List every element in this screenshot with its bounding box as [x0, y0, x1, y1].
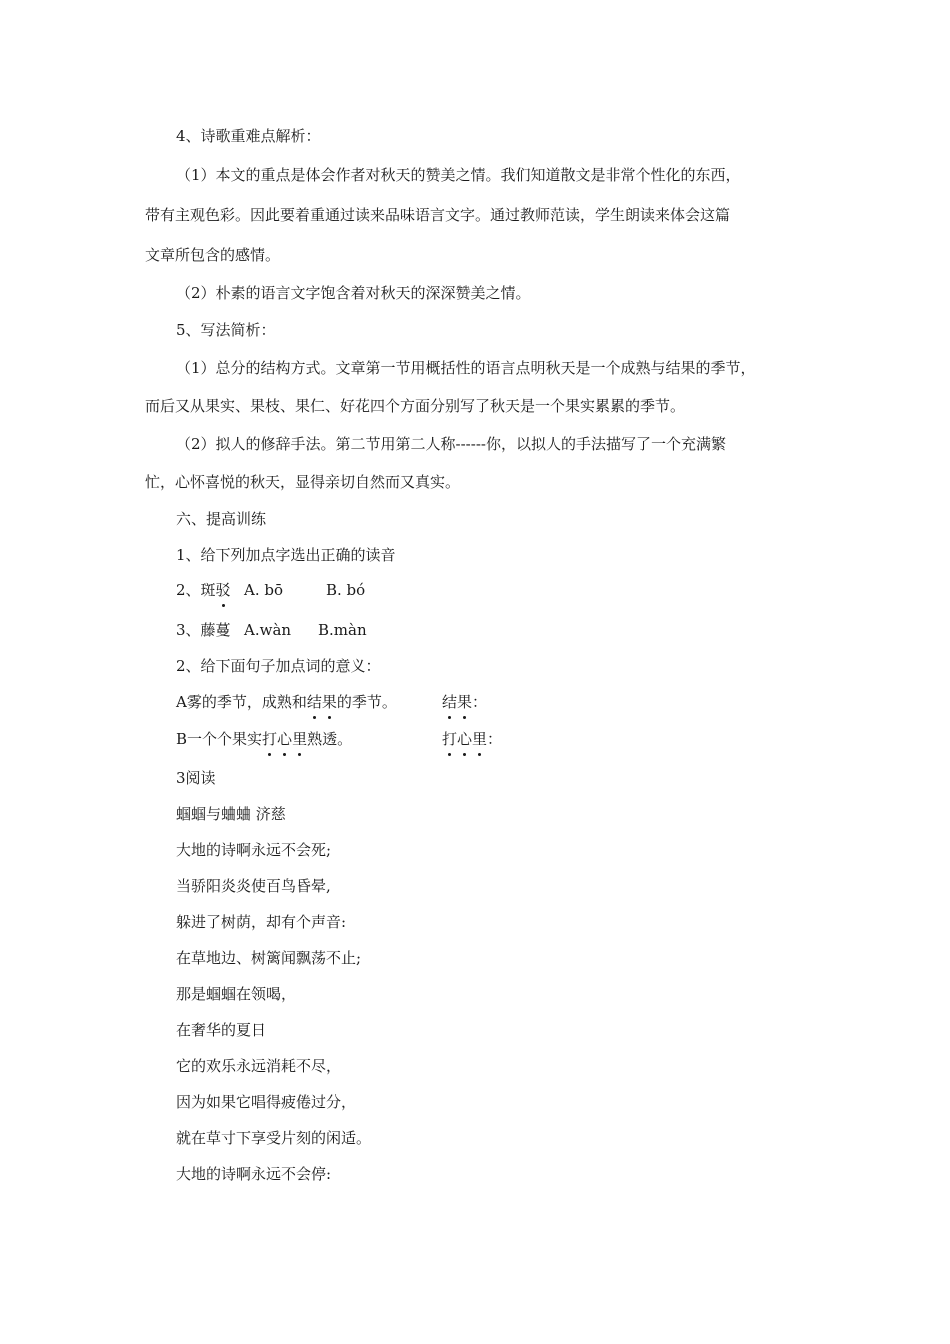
- dotted-char: 心: [457, 730, 473, 748]
- paragraph-line: （1）本文的重点是体会作者对秋天的赞美之情。我们知道散文是非常个性化的东西，: [176, 166, 741, 184]
- dotted-char: 心: [277, 730, 293, 748]
- paragraph-line: 而后又从果实、果枝、果仁、好花四个方面分别写了秋天是一个果实累累的季节。: [145, 397, 686, 415]
- option-b: B. bó: [326, 581, 366, 599]
- poem-line: 当骄阳炎炎使百鸟昏晕,: [176, 877, 331, 895]
- dotted-char: 结: [306, 693, 322, 711]
- question-1-item-2: 3、藤蔓: [176, 621, 231, 639]
- poem-title: 蝈蝈与蛐蛐 济慈: [176, 805, 286, 823]
- answer-b: 打心里：: [442, 730, 503, 748]
- dotted-char: 结: [442, 693, 458, 711]
- dotted-char: 打: [262, 730, 278, 748]
- section-heading-5: 5、写法简析：: [176, 321, 276, 339]
- poem-line: 就在草寸下享受片刻的闲适。: [176, 1129, 372, 1147]
- poem-line: 大地的诗啊永远不会死;: [176, 841, 332, 859]
- poem-line: 在草地边、树篱闻飘荡不止;: [176, 949, 362, 967]
- paragraph-line: 带有主观色彩。因此要着重通过读来品味语言文字。通过教师范读，学生朗读来体会这篇: [145, 206, 731, 224]
- question-2: 2、给下面句子加点词的意义：: [176, 657, 381, 675]
- paragraph-line: 文章所包含的感情。: [145, 246, 281, 264]
- question-3: 3阅读: [176, 769, 216, 787]
- poem-line: 它的欢乐永远消耗不尽，: [176, 1057, 342, 1075]
- poem-line: 大地的诗啊永远不会停:: [176, 1165, 332, 1183]
- section-heading-6: 六、提高训练: [176, 510, 267, 528]
- question-1-item-1: 2、斑驳: [176, 581, 231, 599]
- poem-line: 因为如果它唱得疲倦过分，: [176, 1093, 357, 1111]
- question-1: 1、给下列加点字选出正确的读音: [176, 546, 396, 564]
- paragraph-line: （2）朴素的语言文字饱含着对秋天的深深赞美之情。: [176, 284, 531, 302]
- plain-char: 蔓: [215, 621, 231, 639]
- paragraph-line: （1）总分的结构方式。文章第一节用概括性的语言点明秋天是一个成熟与结果的季节，: [176, 359, 756, 377]
- question-2-sentence-b: B一个个果实打心里熟透。: [176, 730, 353, 748]
- dotted-char: 果: [457, 693, 473, 711]
- poem-line: 躲进了树荫，却有个声音:: [176, 913, 347, 931]
- option-a: A. bō: [244, 581, 284, 599]
- dotted-char: 里: [472, 730, 488, 748]
- poem-line: 那是蝈蝈在领喝，: [176, 985, 297, 1003]
- section-heading-4: 4、诗歌重难点解析：: [176, 127, 321, 145]
- paragraph-line: （2）拟人的修辞手法。第二节用第二人称------你，以拟人的手法描写了一个充满繁: [176, 435, 726, 453]
- dotted-char: 里: [292, 730, 308, 748]
- dotted-char: 驳: [215, 581, 231, 599]
- option-b: B.màn: [318, 621, 367, 639]
- paragraph-line: 忙，心怀喜悦的秋天，显得亲切自然而又真实。: [145, 473, 461, 491]
- option-a: A.wàn: [244, 621, 292, 639]
- poem-line: 在奢华的夏日: [176, 1021, 267, 1039]
- dotted-char: 果: [321, 693, 337, 711]
- question-2-sentence-a: A雾的季节，成熟和结果的季节。: [176, 693, 397, 711]
- dotted-char: 打: [442, 730, 458, 748]
- answer-a: 结果：: [442, 693, 488, 711]
